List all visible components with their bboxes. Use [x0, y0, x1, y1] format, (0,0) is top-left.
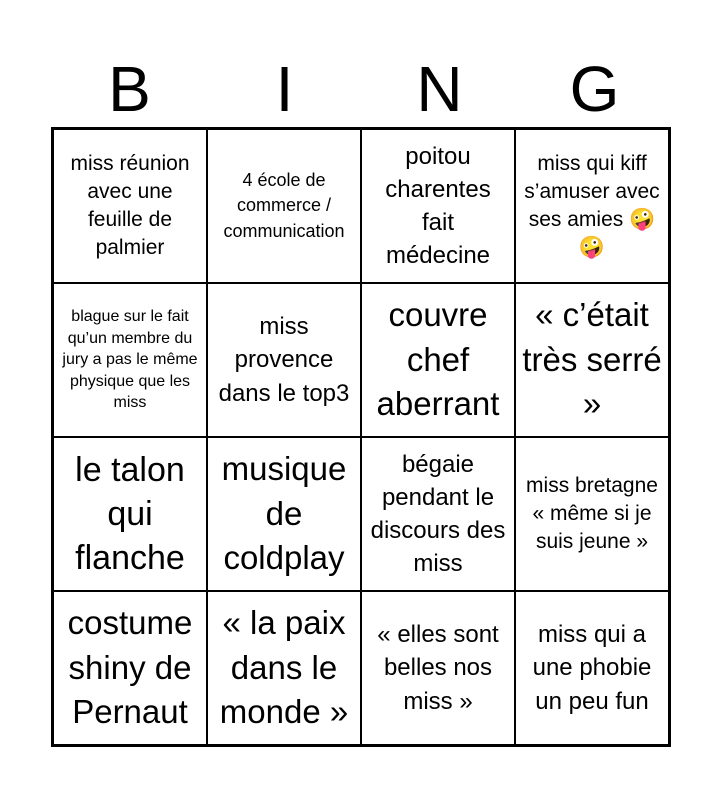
cell-text: « elles sont belles nos miss »	[377, 621, 499, 715]
bingo-header	[52, 48, 672, 130]
bingo-cell-10[interactable]	[207, 437, 361, 591]
bingo-cell-6[interactable]	[207, 283, 361, 437]
bingo-cell-9[interactable]	[53, 437, 207, 591]
cell-text: costume shiny de Pernaut	[67, 604, 193, 731]
cell-text: poitou charentes fait médecine	[385, 142, 491, 270]
cell-text: musique de coldplay	[221, 450, 347, 577]
bingo-grid	[51, 127, 671, 747]
bingo-cell-15[interactable]	[361, 591, 515, 745]
bingo-cell-7[interactable]	[361, 283, 515, 437]
header-letter-g: G	[569, 53, 620, 125]
bingo-cell-16[interactable]	[515, 591, 669, 745]
bingo-cell-2[interactable]	[207, 129, 361, 283]
header-letter-n: N	[416, 53, 463, 125]
cell-text: « c’était très serré »	[522, 296, 662, 423]
cell-text: le talon qui flanche	[75, 450, 185, 578]
cell-text: miss bretagne « même si je suis jeune »	[526, 474, 658, 553]
bingo-cell-11[interactable]	[361, 437, 515, 591]
header-letter-i: I	[275, 53, 294, 125]
cell-text: 4 école de commerce / communication	[223, 170, 345, 241]
bingo-cell-5[interactable]	[53, 283, 207, 437]
cell-text: couvre chef aberrant	[376, 296, 500, 423]
cell-text: miss qui kiff s’amuser avec ses amies 🤪🤪	[524, 152, 660, 259]
bingo-cell-14[interactable]	[207, 591, 361, 745]
cell-text: blague sur le fait qu’un membre du jury a pas le même physique que les miss	[62, 308, 198, 412]
bingo-cell-4[interactable]	[515, 129, 669, 283]
bingo-cell-1[interactable]	[53, 129, 207, 283]
cell-text: miss provence dans le top3	[218, 313, 350, 407]
cell-text: bégaie pendant le discours des miss	[370, 450, 506, 578]
bingo-cell-8[interactable]	[515, 283, 669, 437]
bingo-cell-12[interactable]	[515, 437, 669, 591]
header-letter-b: B	[108, 53, 151, 125]
bingo-cell-3[interactable]	[361, 129, 515, 283]
cell-text: « la paix dans le monde »	[219, 604, 349, 731]
cell-text: miss qui a une phobie un peu fun	[532, 621, 652, 715]
bingo-cell-13[interactable]	[53, 591, 207, 745]
cell-text: miss réunion avec une feuille de palmier	[70, 152, 190, 259]
